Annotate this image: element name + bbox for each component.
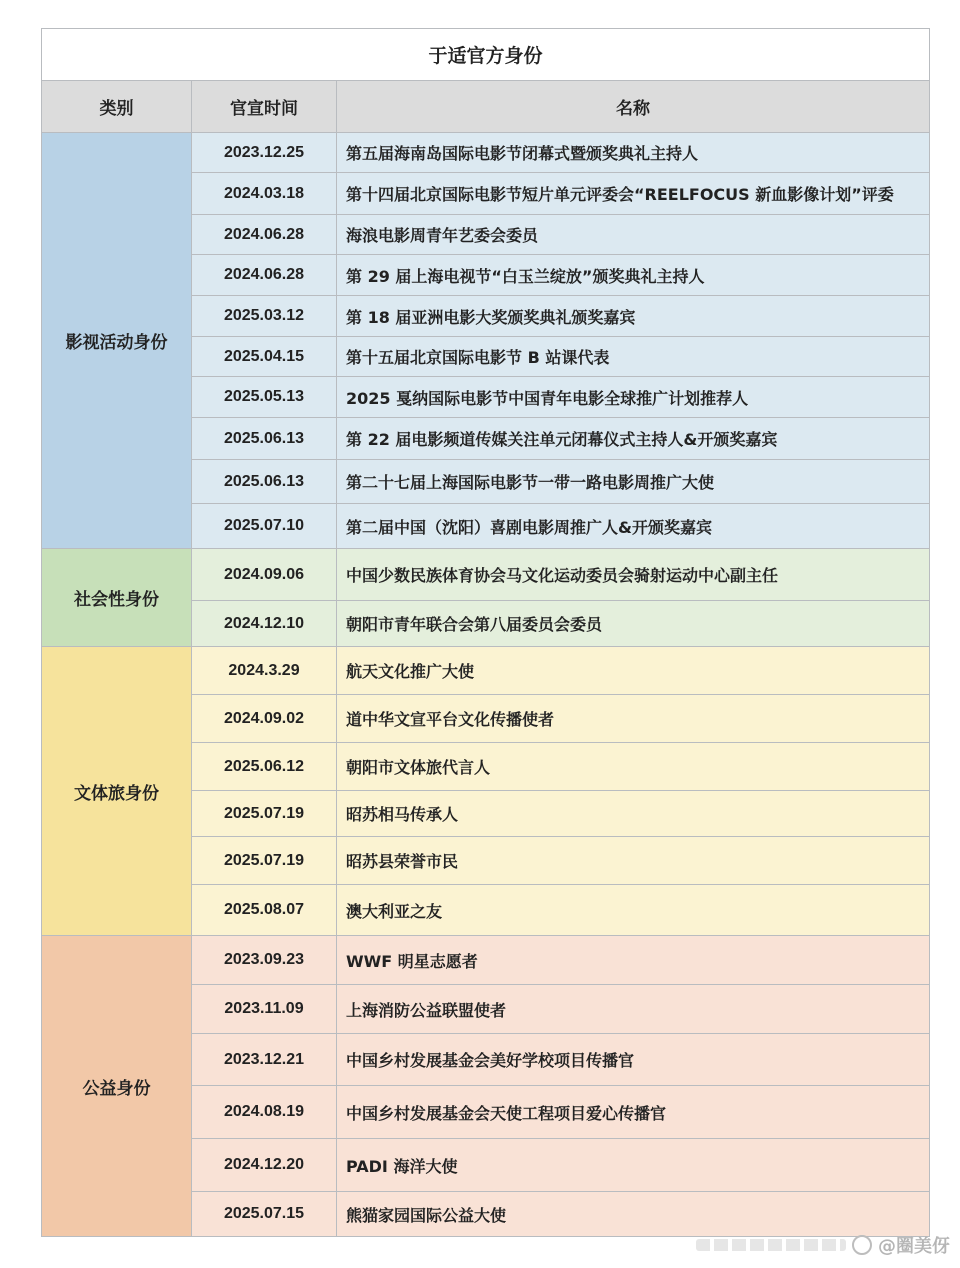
- row-date: 2023.12.25: [192, 133, 337, 173]
- row-name: 朝阳市文体旅代言人: [337, 743, 930, 791]
- category-culture-tourism: 文体旅身份: [42, 647, 192, 936]
- row-date: 2025.08.07: [192, 885, 337, 936]
- row-name: 昭苏相马传承人: [337, 791, 930, 837]
- row-date: 2025.04.15: [192, 337, 337, 377]
- row-date: 2025.06.13: [192, 418, 337, 460]
- row-date: 2024.06.28: [192, 215, 337, 255]
- category-charity: 公益身份: [42, 936, 192, 1237]
- row-name: 熊猫家园国际公益大使: [337, 1192, 930, 1237]
- table-row: [42, 133, 930, 173]
- table-row: [42, 647, 930, 695]
- row-name: 航天文化推广大使: [337, 647, 930, 695]
- row-date: 2024.03.18: [192, 173, 337, 215]
- row-name: 道中华文宣平台文化传播使者: [337, 695, 930, 743]
- row-name: 朝阳市青年联合会第八届委员会委员: [337, 601, 930, 647]
- row-name: 中国乡村发展基金会美好学校项目传播官: [337, 1034, 930, 1086]
- row-date: 2025.07.15: [192, 1192, 337, 1237]
- row-name: PADI 海洋大使: [337, 1139, 930, 1192]
- table-row: [42, 549, 930, 601]
- row-date: 2024.08.19: [192, 1086, 337, 1139]
- row-date: 2023.09.23: [192, 936, 337, 985]
- table-title: 于适官方身份: [42, 29, 930, 81]
- row-name: 第 22 届电影频道传媒关注单元闭幕仪式主持人&开颁奖嘉宾: [337, 418, 930, 460]
- row-name: 第二届中国（沈阳）喜剧电影周推广人&开颁奖嘉宾: [337, 504, 930, 549]
- header-name: 名称: [337, 81, 930, 133]
- row-date: 2024.3.29: [192, 647, 337, 695]
- category-social: 社会性身份: [42, 549, 192, 647]
- row-date: 2025.07.19: [192, 837, 337, 885]
- row-name: 中国少数民族体育协会马文化运动委员会骑射运动中心副主任: [337, 549, 930, 601]
- row-date: 2024.09.06: [192, 549, 337, 601]
- row-date: 2024.12.20: [192, 1139, 337, 1192]
- header-date: 官宣时间: [192, 81, 337, 133]
- row-name: 昭苏县荣誉市民: [337, 837, 930, 885]
- row-name: 第 29 届上海电视节“白玉兰绽放”颁奖典礼主持人: [337, 255, 930, 296]
- identity-table-container: [41, 28, 929, 1237]
- identity-table: [41, 28, 930, 1237]
- row-date: 2024.09.02: [192, 695, 337, 743]
- weibo-icon: [852, 1235, 872, 1255]
- row-name: WWF 明星志愿者: [337, 936, 930, 985]
- row-date: 2024.12.10: [192, 601, 337, 647]
- row-name: 第五届海南岛国际电影节闭幕式暨颁奖典礼主持人: [337, 133, 930, 173]
- row-date: 2025.06.12: [192, 743, 337, 791]
- row-name: 上海消防公益联盟使者: [337, 985, 930, 1034]
- row-date: 2024.06.28: [192, 255, 337, 296]
- row-date: 2025.07.10: [192, 504, 337, 549]
- table-body: [42, 133, 930, 1237]
- row-date: 2025.06.13: [192, 460, 337, 504]
- row-name: 第二十七届上海国际电影节一带一路电影周推广大使: [337, 460, 930, 504]
- row-date: 2023.12.21: [192, 1034, 337, 1086]
- row-name: 澳大利亚之友: [337, 885, 930, 936]
- row-date: 2025.05.13: [192, 377, 337, 418]
- category-film: 影视活动身份: [42, 133, 192, 549]
- row-date: 2025.07.19: [192, 791, 337, 837]
- table-row: [42, 936, 930, 985]
- row-name: 第十五届北京国际电影节 B 站课代表: [337, 337, 930, 377]
- watermark: [696, 1232, 950, 1258]
- row-name: 海浪电影周青年艺委会委员: [337, 215, 930, 255]
- row-name: 中国乡村发展基金会天使工程项目爱心传播官: [337, 1086, 930, 1139]
- row-name: 第 18 届亚洲电影大奖颁奖典礼颁奖嘉宾: [337, 296, 930, 337]
- row-name: 2025 戛纳国际电影节中国青年电影全球推广计划推荐人: [337, 377, 930, 418]
- row-date: 2025.03.12: [192, 296, 337, 337]
- header-category: 类别: [42, 81, 192, 133]
- watermark-text: @圈美伢: [878, 1236, 950, 1257]
- row-date: 2023.11.09: [192, 985, 337, 1034]
- watermark-blur: [696, 1239, 846, 1251]
- row-name: 第十四届北京国际电影节短片单元评委会“REELFOCUS 新血影像计划”评委: [337, 173, 930, 215]
